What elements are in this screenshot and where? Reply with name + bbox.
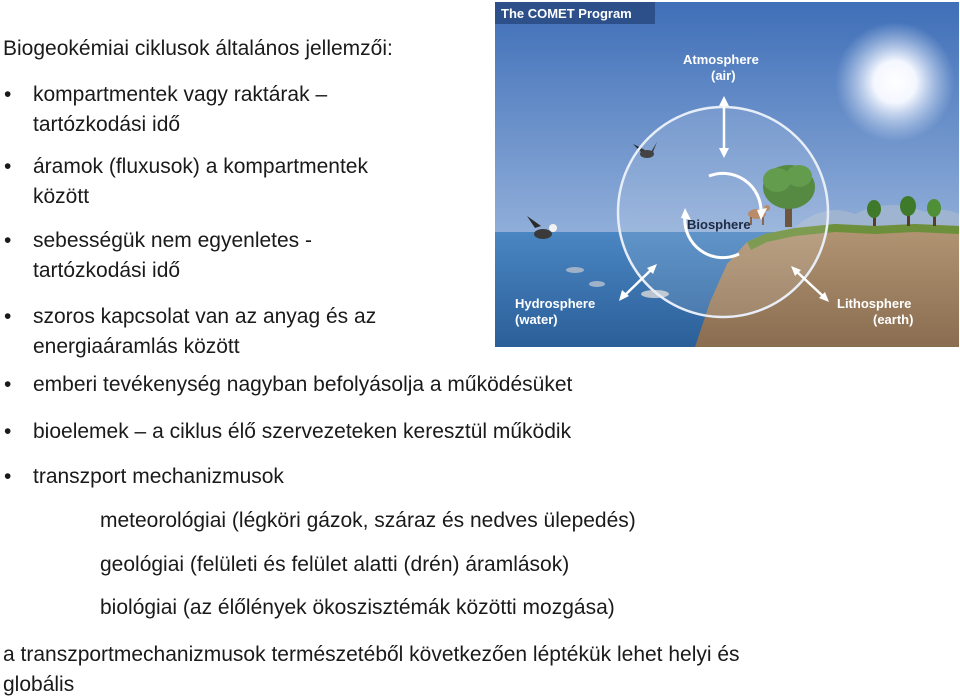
bullet-symbol: • (4, 420, 12, 443)
page-title: Biogeokémiai ciklusok általános jellemzői: (3, 37, 393, 60)
list-item-line: tartózkodási idő (33, 259, 181, 282)
bullet-symbol: • (4, 155, 12, 178)
footer-line: a transzportmechanizmusok természetéből következően léptékük lehet helyi és (3, 643, 740, 666)
list-item-line: transzport mechanizmusok (33, 465, 284, 488)
list-item-line: tartózkodási idő (33, 113, 181, 136)
bullet-symbol: • (4, 373, 12, 396)
bullet-symbol: • (4, 83, 12, 106)
list-item-line: szoros kapcsolat van az anyag és az (33, 305, 377, 328)
bullet-symbol: • (4, 305, 12, 328)
sun-icon (835, 22, 955, 142)
atmosphere-label: Atmosphere (683, 52, 759, 67)
biogeochemical-cycle-diagram (495, 2, 959, 347)
list-item-line: emberi tevékenység nagyban befolyásolja a működésüket (33, 373, 573, 396)
footer-text (3, 640, 740, 700)
list-item-line: sebességük nem egyenletes - (33, 229, 312, 252)
hydrosphere-label: Hydrosphere (515, 296, 596, 311)
banner-title: The COMET Program (501, 6, 632, 21)
biosphere-label: Biosphere (687, 217, 751, 232)
list-item-line: kompartmentek vagy raktárak – (33, 83, 328, 106)
atmosphere-sublabel: (air) (711, 68, 736, 83)
list-item-line: között (33, 185, 90, 208)
footer-line: globális (3, 673, 75, 696)
hydrosphere-sublabel: (water) (515, 312, 558, 327)
sub-item-biological: biológiai (az élőlények ökoszisztémák közötti mozgása) (100, 596, 615, 619)
list-item-line: áramok (fluxusok) a kompartmentek (33, 155, 368, 178)
lithosphere-sublabel: (earth) (873, 312, 914, 327)
list-item-line: bioelemek – a ciklus élő szervezeteken keresztül működik (33, 420, 572, 443)
sub-item-meteorological: meteorológiai (légköri gázok, száraz és nedves ülepedés) (100, 509, 636, 532)
bullet-symbol: • (4, 229, 12, 252)
lithosphere-label: Lithosphere (837, 296, 912, 311)
list-item-line: energiaáramlás között (33, 335, 240, 358)
bullet-symbol: • (4, 465, 12, 488)
sub-item-geological: geológiai (felületi és felület alatti (drén) áramlások) (100, 553, 570, 576)
